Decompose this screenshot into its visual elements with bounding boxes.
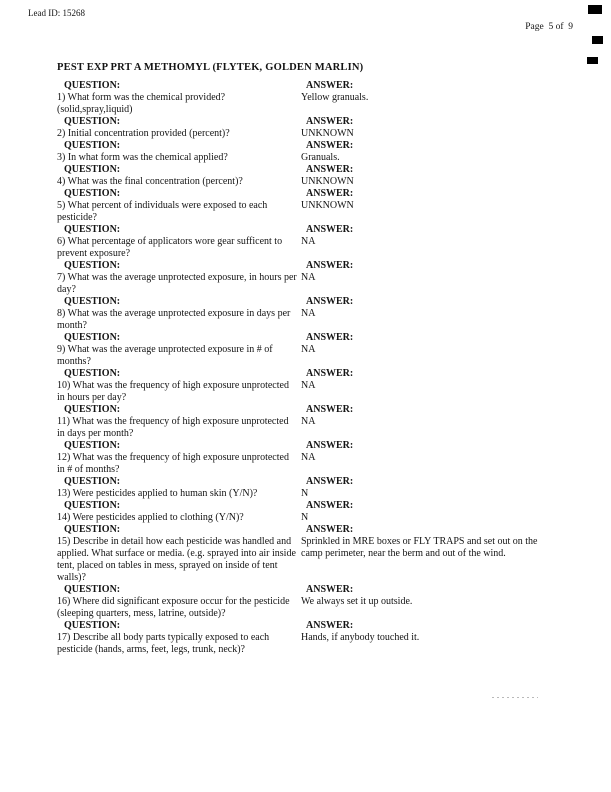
question-cell <box>57 140 300 164</box>
answer-cell <box>300 260 557 296</box>
question-cell <box>57 224 300 260</box>
question-text: 17) Describe all body parts typically exposed to each pesticide (hands, arms, feet, legs, trunk, neck)? <box>57 632 270 655</box>
question-text: 14) Were pesticides applied to clothing (Y/N)? <box>57 512 244 523</box>
qa-row <box>57 332 557 368</box>
answer-header: ANSWER: <box>306 368 354 379</box>
answer-cell <box>300 80 557 116</box>
lead-id-label: Lead ID: 15268 <box>28 8 85 18</box>
question-cell <box>57 260 300 296</box>
question-cell <box>57 332 300 368</box>
scan-artifact <box>587 57 598 64</box>
answer-cell <box>300 620 557 656</box>
question-header: QUESTION: <box>64 332 121 343</box>
qa-row <box>57 260 557 296</box>
answer-text: Sprinkled in MRE boxes or FLY TRAPS and set out on the camp perimeter, near the berm and out of the wind. <box>301 536 538 559</box>
question-header: QUESTION: <box>64 368 121 379</box>
qa-row <box>57 368 557 404</box>
qa-row <box>57 296 557 332</box>
answer-text: UNKNOWN <box>301 200 354 211</box>
question-text: 13) Were pesticides applied to human skin (Y/N)? <box>57 488 258 499</box>
answer-text: N <box>301 488 309 499</box>
question-text: 12) What was the frequency of high exposure unprotected in # of months? <box>57 452 289 475</box>
answer-text: NA <box>301 344 316 355</box>
answer-text: UNKNOWN <box>301 128 354 139</box>
answer-header: ANSWER: <box>306 164 354 175</box>
scan-artifact <box>592 36 603 44</box>
question-cell <box>57 80 300 116</box>
qa-row <box>57 500 557 524</box>
question-cell <box>57 584 300 620</box>
answer-header: ANSWER: <box>306 476 354 487</box>
qa-list <box>57 80 557 656</box>
qa-row <box>57 440 557 476</box>
answer-header: ANSWER: <box>306 116 354 127</box>
answer-cell <box>300 440 557 476</box>
qa-row <box>57 524 557 584</box>
question-header: QUESTION: <box>64 80 121 91</box>
answer-cell <box>300 500 557 524</box>
question-cell <box>57 164 300 188</box>
answer-text: NA <box>301 380 316 391</box>
question-cell <box>57 368 300 404</box>
answer-text: NA <box>301 452 316 463</box>
answer-text: We always set it up outside. <box>301 596 413 607</box>
answer-header: ANSWER: <box>306 224 354 235</box>
question-cell <box>57 476 300 500</box>
answer-header: ANSWER: <box>306 188 354 199</box>
question-header: QUESTION: <box>64 116 121 127</box>
question-cell <box>57 440 300 476</box>
answer-cell <box>300 224 557 260</box>
answer-cell <box>300 188 557 224</box>
qa-row <box>57 584 557 620</box>
question-header: QUESTION: <box>64 500 121 511</box>
page-number-label: Page 5 of 9 <box>525 22 573 32</box>
answer-cell <box>300 476 557 500</box>
answer-cell <box>300 584 557 620</box>
question-cell <box>57 500 300 524</box>
answer-header: ANSWER: <box>306 500 354 511</box>
qa-row <box>57 140 557 164</box>
question-header: QUESTION: <box>64 440 121 451</box>
answer-text: NA <box>301 236 316 247</box>
answer-cell <box>300 368 557 404</box>
answer-text: N <box>301 512 309 523</box>
question-header: QUESTION: <box>64 620 121 631</box>
answer-text: Granuals. <box>301 152 340 163</box>
answer-header: ANSWER: <box>306 80 354 91</box>
scan-artifact <box>492 697 538 698</box>
question-header: QUESTION: <box>64 224 121 235</box>
scan-artifact <box>588 5 602 14</box>
question-text: 9) What was the average unprotected exposure in # of months? <box>57 344 273 367</box>
qa-row <box>57 164 557 188</box>
answer-header: ANSWER: <box>306 296 354 307</box>
question-header: QUESTION: <box>64 404 121 415</box>
question-text: 10) What was the frequency of high exposure unprotected in hours per day? <box>57 380 289 403</box>
question-header: QUESTION: <box>64 476 121 487</box>
answer-header: ANSWER: <box>306 440 354 451</box>
answer-text: NA <box>301 416 316 427</box>
answer-header: ANSWER: <box>306 524 354 535</box>
question-cell <box>57 296 300 332</box>
question-header: QUESTION: <box>64 296 121 307</box>
answer-text: NA <box>301 308 316 319</box>
answer-cell <box>300 116 557 140</box>
answer-text: NA <box>301 272 316 283</box>
answer-header: ANSWER: <box>306 404 354 415</box>
answer-cell <box>300 164 557 188</box>
answer-header: ANSWER: <box>306 260 354 271</box>
answer-text: Yellow granuals. <box>301 92 369 103</box>
answer-text: Hands, if anybody touched it. <box>301 632 420 643</box>
answer-cell <box>300 140 557 164</box>
qa-row <box>57 404 557 440</box>
answer-cell <box>300 332 557 368</box>
question-text: 7) What was the average unprotected exposure, in hours per day? <box>57 272 297 295</box>
answer-header: ANSWER: <box>306 140 354 151</box>
question-cell <box>57 188 300 224</box>
answer-header: ANSWER: <box>306 620 354 631</box>
answer-cell <box>300 296 557 332</box>
question-text: 5) What percent of individuals were exposed to each pesticide? <box>57 200 268 223</box>
question-text: 2) Initial concentration provided (percent)? <box>57 128 230 139</box>
qa-row <box>57 80 557 116</box>
answer-header: ANSWER: <box>306 584 354 595</box>
question-cell <box>57 116 300 140</box>
question-text: 15) Describe in detail how each pesticide was handled and applied. What surface or media. (e.g. sprayed into air inside tent, placed on tables in mess, sprayed on inside of tent walls)? <box>57 536 296 583</box>
question-header: QUESTION: <box>64 188 121 199</box>
question-text: 16) Where did significant exposure occur for the pesticide (sleeping quarters, mess, latrine, outside)? <box>57 596 290 619</box>
question-header: QUESTION: <box>64 140 121 151</box>
answer-cell <box>300 404 557 440</box>
question-header: QUESTION: <box>64 260 121 271</box>
answer-text: UNKNOWN <box>301 176 354 187</box>
question-header: QUESTION: <box>64 164 121 175</box>
question-text: 6) What percentage of applicators wore gear sufficent to prevent exposure? <box>57 236 283 259</box>
answer-header: ANSWER: <box>306 332 354 343</box>
question-cell <box>57 620 300 656</box>
qa-row <box>57 188 557 224</box>
question-text: 8) What was the average unprotected exposure in days per month? <box>57 308 291 331</box>
qa-row <box>57 224 557 260</box>
qa-row <box>57 620 557 656</box>
question-cell <box>57 404 300 440</box>
question-text: 1) What form was the chemical provided?(solid,spray,liquid) <box>57 92 226 115</box>
question-header: QUESTION: <box>64 524 121 535</box>
question-cell <box>57 524 300 584</box>
answer-cell <box>300 524 557 584</box>
question-text: 11) What was the frequency of high exposure unprotected in days per month? <box>57 416 289 439</box>
qa-row <box>57 476 557 500</box>
document-title: PEST EXP PRT A METHOMYL (FLYTEK, GOLDEN MARLIN) <box>57 62 364 73</box>
question-header: QUESTION: <box>64 584 121 595</box>
question-text: 3) In what form was the chemical applied? <box>57 152 228 163</box>
question-text: 4) What was the final concentration (percent)? <box>57 176 243 187</box>
qa-row <box>57 116 557 140</box>
